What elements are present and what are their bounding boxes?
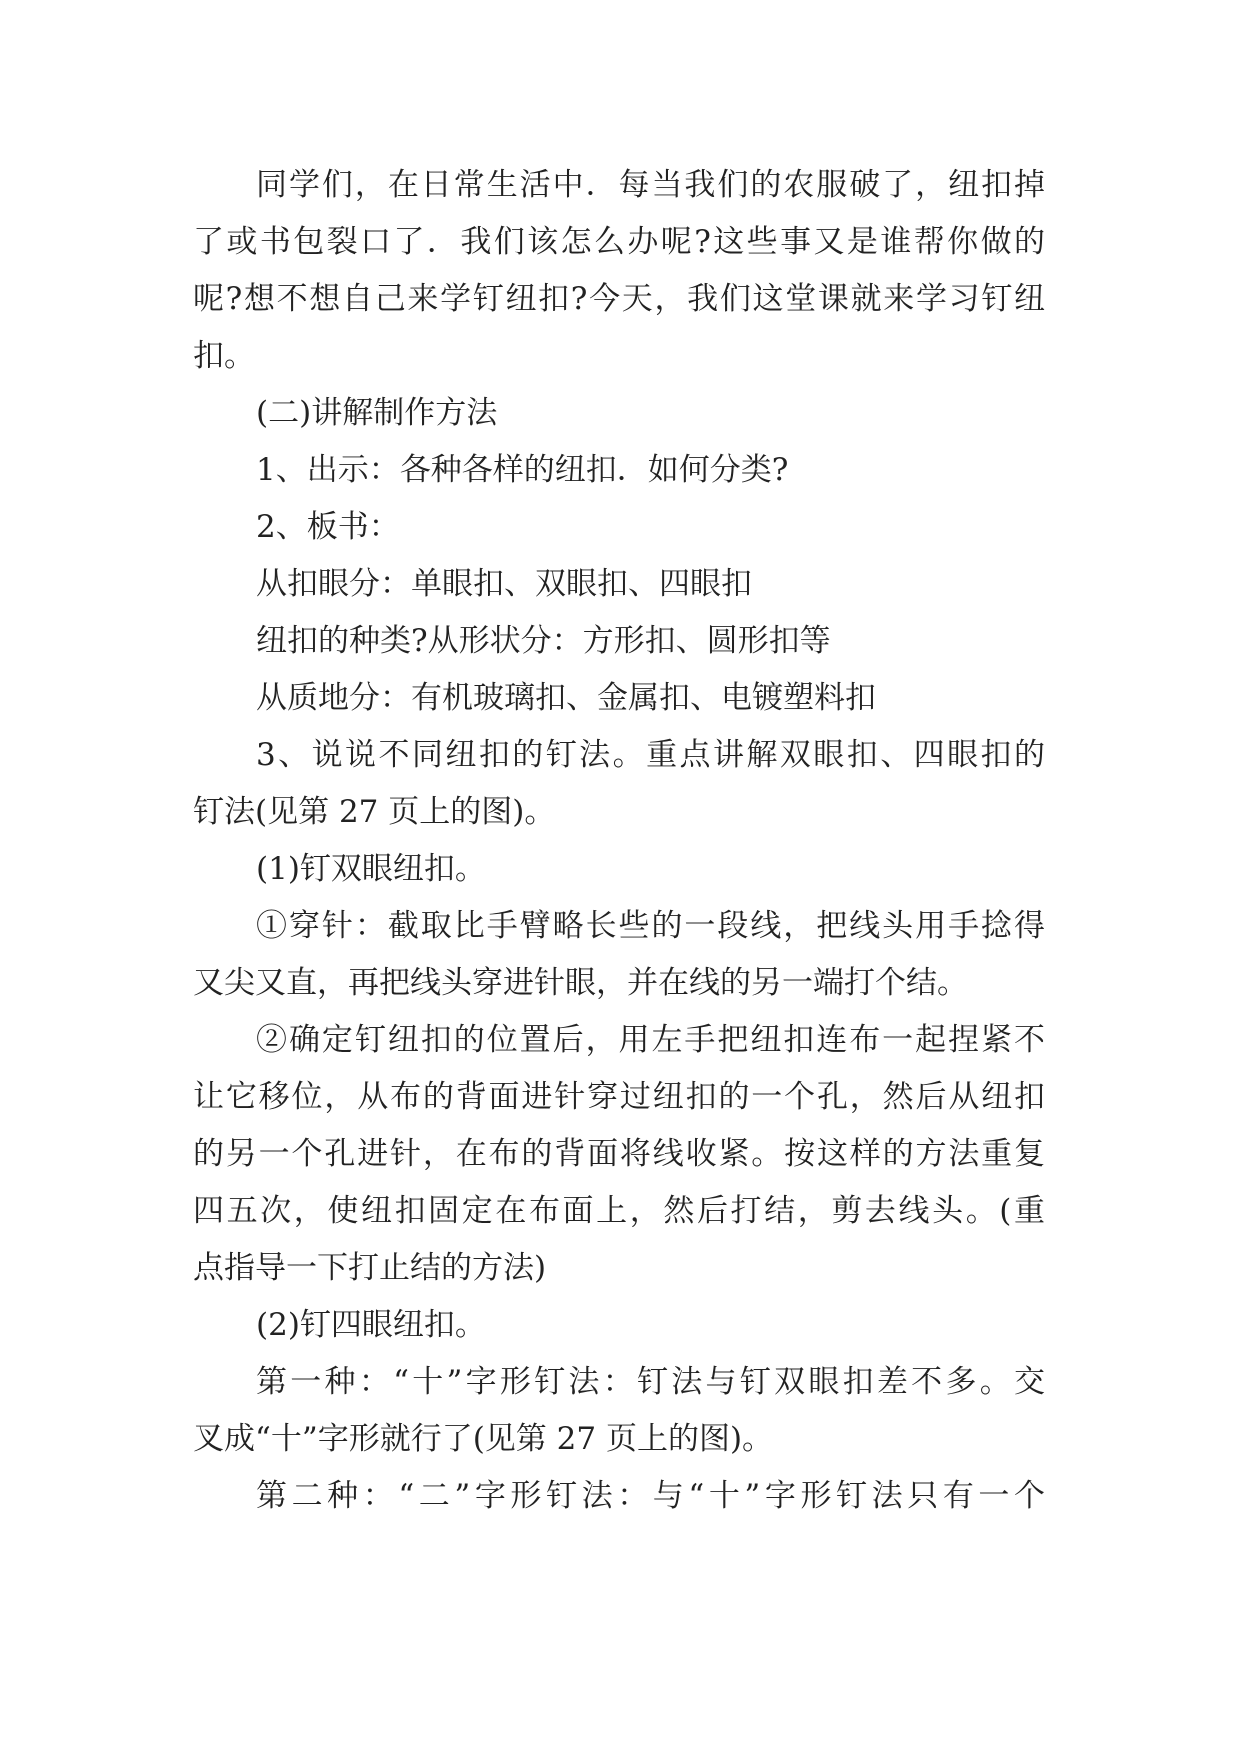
paragraph-line: 让它移位，从布的背面进针穿过纽扣的一个孔，然后从纽扣	[193, 1079, 1045, 1115]
paragraph-line: 呢?想不想自己来学钉纽扣?今天，我们这堂课就来学习钉纽	[193, 281, 1045, 317]
paragraph-line: 第二种：“二”字形钉法：与“十”字形钉法只有一个	[256, 1478, 1045, 1514]
paragraph-line: 扣。	[193, 338, 255, 374]
paragraph-line: 从质地分：有机玻璃扣、金属扣、电镀塑料扣	[256, 680, 876, 716]
paragraph-line: (1)钉双眼纽扣。	[256, 851, 486, 887]
paragraph-line: 纽扣的种类?从形状分：方形扣、圆形扣等	[256, 623, 831, 659]
paragraph-line: 了或书包裂口了．我们该怎么办呢?这些事又是谁帮你做的	[193, 224, 1045, 260]
paragraph-line: 钉法(见第 27 页上的图)。	[193, 794, 556, 830]
paragraph-line: 点指导一下打止结的方法)	[193, 1250, 547, 1286]
paragraph-line: 从扣眼分：单眼扣、双眼扣、四眼扣	[256, 566, 752, 602]
paragraph-line: 3、说说不同纽扣的钉法。重点讲解双眼扣、四眼扣的	[256, 737, 1045, 773]
paragraph-line: 第一种：“十”字形钉法：钉法与钉双眼扣差不多。交	[256, 1364, 1045, 1400]
paragraph-line: (2)钉四眼纽扣。	[256, 1307, 486, 1343]
paragraph-line: 四五次，使纽扣固定在布面上，然后打结，剪去线头。(重	[193, 1193, 1045, 1229]
paragraph-line: 又尖又直，再把线头穿进针眼，并在线的另一端打个结。	[193, 965, 968, 1001]
paragraph-line: 1、出示：各种各样的纽扣．如何分类?	[256, 452, 789, 488]
paragraph-line: 叉成“十”字形就行了(见第 27 页上的图)。	[193, 1421, 774, 1457]
section-heading: (二)讲解制作方法	[256, 395, 498, 431]
paragraph-line: 同学们，在日常生活中．每当我们的农服破了，纽扣掉	[256, 167, 1045, 203]
paragraph-line: 2、板书：	[256, 509, 400, 545]
paragraph-line: 的另一个孔进针，在布的背面将线收紧。按这样的方法重复	[193, 1136, 1045, 1172]
paragraph-line: ②确定钉纽扣的位置后，用左手把纽扣连布一起捏紧不	[256, 1022, 1045, 1058]
paragraph-line: ①穿针：截取比手臂略长些的一段线，把线头用手捻得	[256, 908, 1045, 944]
